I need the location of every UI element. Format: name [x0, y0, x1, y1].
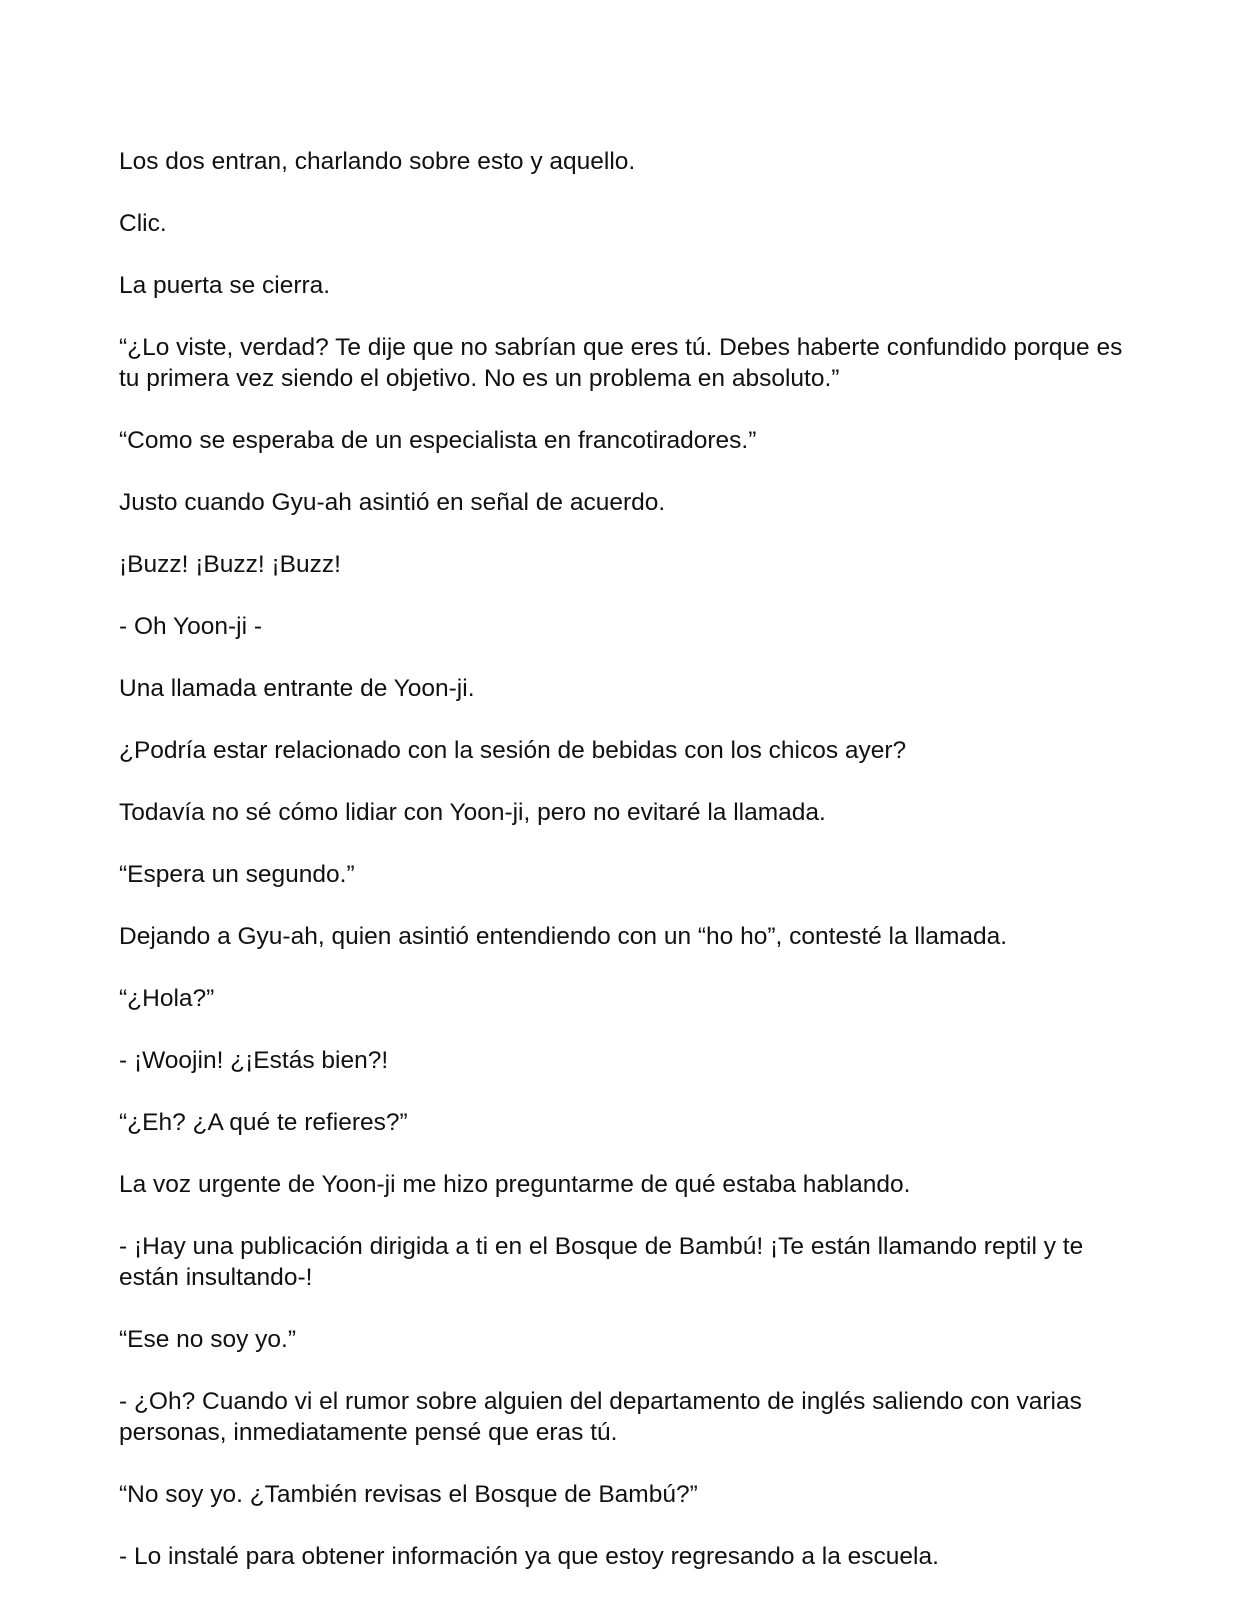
- paragraph: “¿Eh? ¿A qué te refieres?”: [119, 1109, 408, 1136]
- paragraph: Todavía no sé cómo lidiar con Yoon-ji, pero no evitaré la llamada.: [119, 799, 826, 826]
- paragraph: Clic.: [119, 210, 167, 237]
- paragraph: La puerta se cierra.: [119, 272, 331, 299]
- paragraph: “Ese no soy yo.”: [119, 1326, 297, 1353]
- paragraph: “¿Lo viste, verdad? Te dije que no sabrían que eres tú. Debes haberte confundido porque es tu primera vez siendo el objetivo. No es un problema en absoluto.”: [119, 334, 1123, 392]
- paragraph: “Como se esperaba de un especialista en francotiradores.”: [119, 427, 757, 454]
- paragraph: Una llamada entrante de Yoon-ji.: [119, 675, 475, 702]
- paragraph: - Oh Yoon-ji -: [119, 613, 262, 640]
- paragraph: La voz urgente de Yoon-ji me hizo preguntarme de qué estaba hablando.: [119, 1171, 911, 1198]
- paragraph: - ¿Oh? Cuando vi el rumor sobre alguien del departamento de inglés saliendo con varias personas, inmediatamente pensé que eras tú.: [119, 1388, 1082, 1446]
- paragraph: ¿Podría estar relacionado con la sesión de bebidas con los chicos ayer?: [119, 737, 907, 764]
- paragraph: Los dos entran, charlando sobre esto y aquello.: [119, 148, 636, 175]
- paragraph: “¿Hola?”: [119, 985, 215, 1012]
- paragraph: Justo cuando Gyu-ah asintió en señal de acuerdo.: [119, 489, 666, 516]
- paragraph: Dejando a Gyu-ah, quien asintió entendiendo con un “ho ho”, contesté la llamada.: [119, 923, 1008, 950]
- paragraph: “No soy yo. ¿También revisas el Bosque de Bambú?”: [119, 1481, 698, 1508]
- document-body: [119, 146, 1129, 1572]
- paragraph: - ¡Woojin! ¿¡Estás bien?!: [119, 1047, 389, 1074]
- paragraph: - ¡Hay una publicación dirigida a ti en el Bosque de Bambú! ¡Te están llamando reptil y te están insultando-!: [119, 1233, 1084, 1291]
- paragraph: ¡Buzz! ¡Buzz! ¡Buzz!: [119, 551, 341, 578]
- paragraph: - Lo instalé para obtener información ya que estoy regresando a la escuela.: [119, 1543, 939, 1570]
- paragraph: “Espera un segundo.”: [119, 861, 355, 888]
